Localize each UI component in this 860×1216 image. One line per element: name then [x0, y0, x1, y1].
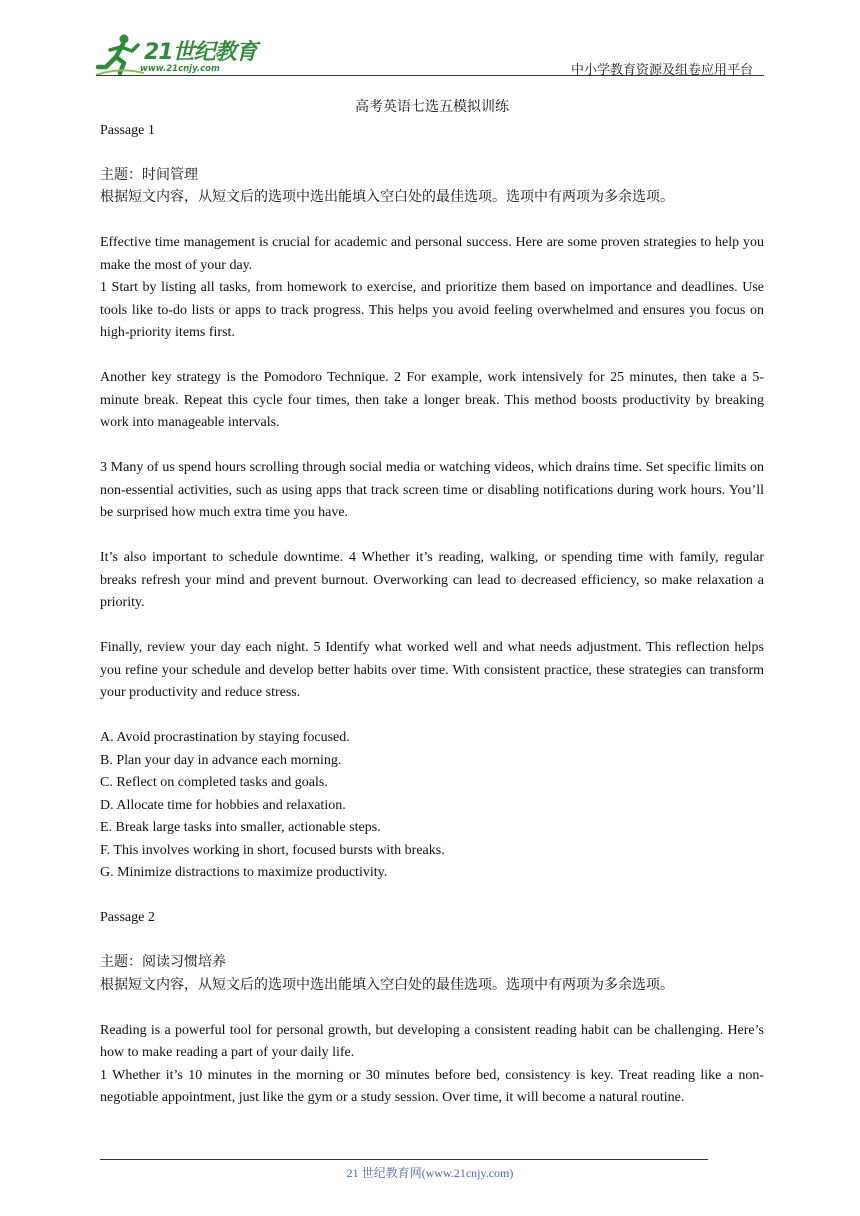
passage-2-paragraph: Reading is a powerful tool for personal growth, but developing a consistent reading habit can be challenging. Here’s how to make reading a part of your daily life. — [100, 1022, 764, 1060]
footer-link[interactable]: 21 世纪教育网(www.21cnjy.com) — [346, 1166, 514, 1180]
passage-1-heading: Passage 1 — [100, 122, 155, 138]
passage-1-instruction: 根据短文内容，从短文后的选项中选出能填入空白处的最佳选项。选项中有两项为多余选项。 — [100, 190, 674, 205]
passage-1-paragraph: Another key strategy is the Pomodoro Technique. 2 For example, work intensively for 25 minutes, then take a 5-minute break. Repeat this cycle four times, then take a longer break. This method boosts productivity by breaking work into manageable intervals. — [100, 370, 764, 430]
option-c: C. Reflect on completed tasks and goals. — [100, 775, 328, 790]
document-body — [100, 97, 764, 1110]
option-f: F. This involves working in short, focused bursts with breaks. — [100, 842, 445, 858]
page-title: 高考英语七选五模拟训练 — [355, 100, 509, 115]
option-b: B. Plan your day in advance each morning. — [100, 752, 342, 768]
passage-1-paragraph: 1 Start by listing all tasks, from homework to exercise, and prioritize them based on importance and deadlines. Use tools like to-do lists or apps to track progress. This helps you avoid feeling overwhelmed and ensures you focus on high-priority items first. — [100, 280, 764, 340]
passage-1-paragraph: It’s also important to schedule downtime. 4 Whether it’s reading, walking, or spending time with family, regular breaks refresh your mind and prevent burnout. Overworking can lead to decreased efficiency, so make relaxation a priority. — [100, 550, 764, 610]
option-g: G. Minimize distractions to maximize productivity. — [100, 865, 388, 880]
logo-text: 21世纪教育 — [144, 40, 257, 65]
passage-2-theme: 主题：阅读习惯培养 — [100, 955, 226, 970]
passage-1-paragraph: Finally, review your day each night. 5 Identify what worked well and what needs adjustment. This reflection helps you refine your schedule and develop better habits over time. With consistent practice, these strategies can transform your productivity and reduce stress. — [100, 640, 764, 700]
site-logo[interactable] — [94, 33, 264, 77]
footer-divider — [100, 1159, 708, 1160]
passage-1-paragraph: 3 Many of us spend hours scrolling through social media or watching videos, which drains time. Set specific limits on non-essential activities, such as using apps that track screen time or disabling notifications during work hours. You’ll be surprised how much extra time you have. — [100, 460, 764, 520]
passage-1-theme: 主题：时间管理 — [100, 167, 198, 183]
logo-url: www.21cnjy.com — [140, 64, 220, 74]
runner-icon — [94, 33, 146, 77]
option-e: E. Break large tasks into smaller, actionable steps. — [100, 820, 381, 835]
passage-2-paragraph: 1 Whether it’s 10 minutes in the morning or 30 minutes before bed, consistency is key. Treat reading like a non-negotiable appointment, just like the gym or a study session. Over time, it will become a natural routine. — [100, 1067, 764, 1105]
platform-tagline: 中小学教育资源及组卷应用平台 — [570, 62, 753, 77]
option-d: D. Allocate time for hobbies and relaxation. — [100, 797, 346, 813]
option-a: A. Avoid procrastination by staying focused. — [100, 730, 350, 745]
passage-1-paragraph: Effective time management is crucial for academic and personal success. Here are some proven strategies to help you make the most of your day. — [100, 235, 764, 273]
page-header — [0, 0, 860, 80]
header-divider — [96, 75, 764, 76]
passage-2-instruction: 根据短文内容，从短文后的选项中选出能填入空白处的最佳选项。选项中有两项为多余选项。 — [100, 977, 674, 993]
passage-2-heading: Passage 2 — [100, 910, 155, 925]
